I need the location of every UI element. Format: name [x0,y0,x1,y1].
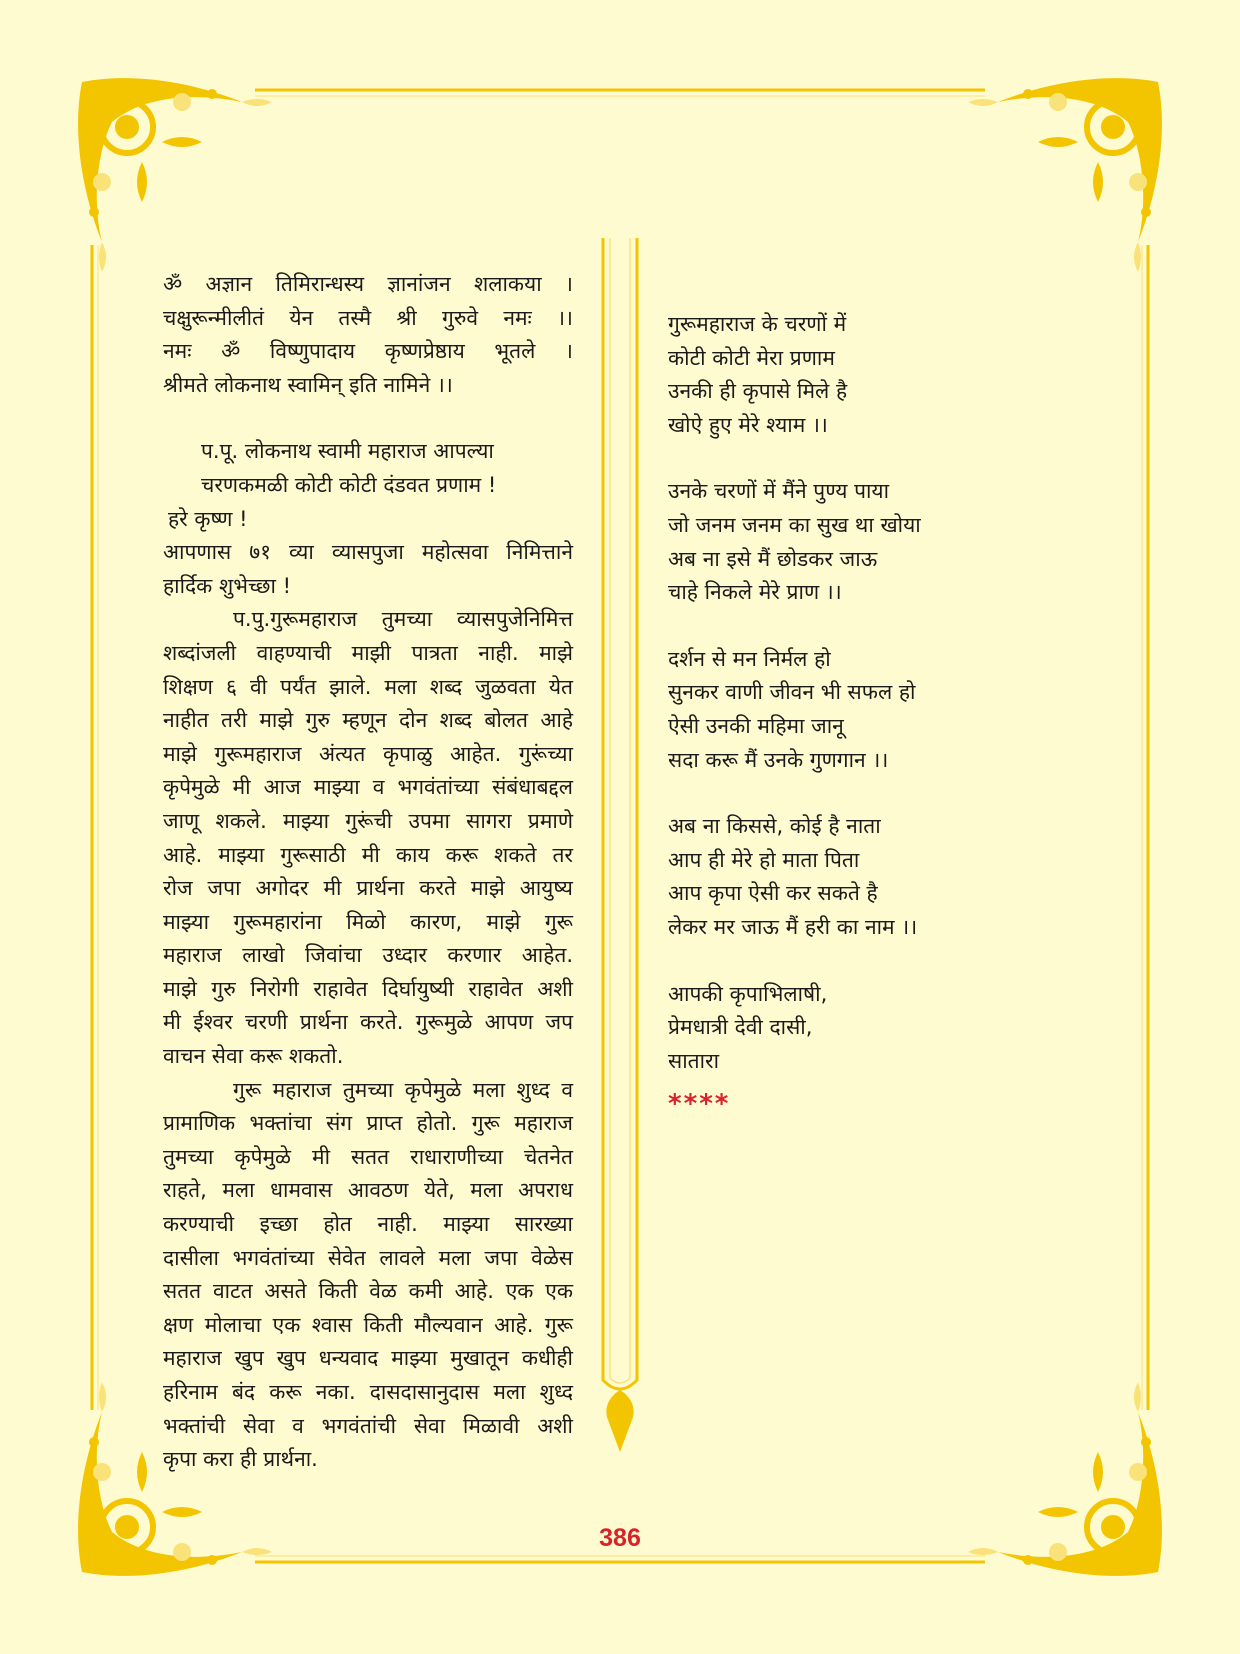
text-line: क्षण मोलाचा एक श्वास किती मौल्यवान आहे. गुरू [163,1312,573,1337]
shloka-line: ॐ अज्ञान तिमिरान्धस्य ज्ञानांजन शलाकया । [163,272,573,296]
poem-line: जो जनम जनम का सुख था खोया [668,512,921,537]
poem-line: आप ही मेरे हो माता पिता [668,847,860,872]
shloka-line: श्रीमते लोकनाथ स्वामिन् इति नामिने ।। [163,372,453,397]
text-line: शब्दांजली वाहण्याची माझी पात्रता नाही. माझे [163,640,573,665]
signature-line: आपकी कृपाभिलाषी, [668,981,828,1006]
text-line: गुरू महाराज तुमच्या कृपेमुळे मला शुध्द व [233,1077,573,1102]
text-line: महाराज खुप खुप धन्यवाद माझ्या मुखातून कधीही [163,1346,573,1371]
text-line: कृपा करा ही प्रार्थना. [163,1447,318,1472]
left-column [163,268,573,1477]
shloka-block [163,268,573,402]
text-line: हरिनाम बंद करू नका. दासदासानुदास मला शुध्द [163,1380,573,1404]
text-line: आहे. माझ्या गुरूसाठी मी काय करू शकते तर [163,842,573,867]
poem-line: अब ना इसे मैं छोडकर जाऊ [668,546,878,571]
text-line: माझे गुरूमहाराज अंत्यत कृपाळु आहेत. गुरूंच्या [163,741,573,766]
text-line: हार्दिक शुभेच्छा ! [163,573,292,598]
spacer [668,945,968,978]
text-line: वाचन सेवा करू शकतो. [163,1044,344,1069]
poem-line: उनकी ही कृपासे मिले है [668,379,848,404]
text-line: जाणू शकले. माझ्या गुरूंची उपमा सागरा प्रमाणे [163,808,573,833]
poem-line: खोऐ हुए मेरे श्याम ।। [668,412,828,437]
text-line: माझ्या गुरूमहारांना मिळो कारण, माझे गुरू [163,909,573,934]
text-line: प्रामाणिक भक्तांचा संग प्राप्त होतो. गुरू महाराज [163,1111,573,1136]
greeting-line: चरणकमळी कोटी कोटी दंडवत प्रणाम ! [201,472,497,497]
shloka-line: चक्षुरून्मीलीतं येन तस्मै श्री गुरुवे नमः ।। [163,305,573,330]
text-line: माझे गुरु निरोगी राहावेत दिर्घायुष्यी राहावेत अशी [163,976,573,1001]
text-line: तुमच्या कृपेमुळे मी सतत राधाराणीच्या चेतनेत [163,1144,573,1169]
signature-line: सातारा [668,1048,720,1073]
ornament-corner-icon [78,78,272,272]
text-line: नाहीत तरी माझे गुरु म्हणून दोन शब्द बोलत आहे [163,708,573,733]
poem-line: सुनकर वाणी जीवन भी सफल हो [668,680,916,705]
poem-line: कोटी कोटी मेरा प्रणाम [668,345,835,370]
text-line: सतत वाटत असते किती वेळ कमी आहे. एक एक [163,1279,573,1304]
text-line: रोज जपा अगोदर मी प्रार्थना करते माझे आयुष्य [163,876,573,901]
stars-separator: **** [668,1089,731,1120]
spacer [668,610,968,643]
poem-stanza-2 [668,475,968,609]
poem-stanza-1 [668,308,968,442]
poem-stanza-4 [668,810,968,944]
shloka-line: नमः ॐ विष्णुपादाय कृष्णप्रेष्ठाय भूतले । [163,339,573,364]
poem-line: उनके चरणों में मैंने पुण्य पाया [668,479,890,504]
spacer [668,777,968,810]
text-line: दासीला भगवंतांच्या सेवेत लावले मला जपा वेळेस [163,1245,573,1270]
text-line: प.पु.गुरूमहाराज तुमच्या व्यासपुजेनिमित्त [233,607,573,632]
paragraph-2 [163,603,573,1073]
divider-drop-icon [606,1390,633,1452]
poem-line: गुरूमहाराज के चरणों में [668,312,847,336]
poem-line: लेकर मर जाऊ मैं हरी का नाम ।। [668,914,918,939]
text-line: करण्याची इच्छा होत नाही. माझ्या सारख्या [163,1212,573,1237]
text-line: राहते, मला धामवास आवठण येते, मला अपराध [163,1178,573,1203]
poem-line: आप कृपा ऐसी कर सकते है [668,881,878,906]
text-line: मी ईश्वर चरणी प्रार्थना करते. गुरूमुळे आपण जप [163,1010,573,1035]
poem-line: दर्शन से मन निर्मल हो [668,646,831,671]
greeting-line: प.पू. लोकनाथ स्वामी महाराज आपल्या [201,439,494,464]
poem-line: सदा करू मैं उनके गुणगान ।। [668,747,889,772]
greeting-block [163,435,573,536]
spacer [163,402,573,435]
signature-block [668,978,968,1079]
column-divider [603,238,637,1452]
greeting-line: हरे कृष्ण ! [168,506,248,531]
ornament-corner-icon [968,78,1162,272]
page-number: 386 [599,1524,641,1552]
poem-stanza-3 [668,643,968,777]
text-line: महाराज लाखो जिवांचा उध्दार करणार आहेत. [163,943,573,968]
text-line: शिक्षण ६ वी पर्यंत झाले. मला शब्द जुळवता येत [163,674,573,699]
text-line: भक्तांची सेवा व भगवंतांची सेवा मिळावी अशी [163,1413,573,1438]
poem-line: ऐसी उनकी महिमा जानू [668,713,844,738]
spacer [668,442,968,475]
signature-line: प्रेमधात्री देवी दासी, [668,1015,813,1040]
ornament-corner-icon [968,1382,1162,1576]
text-line: आपणास ७१ व्या व्यासपुजा महोत्सवा निमित्ताने [163,540,573,565]
right-column [668,308,968,1122]
paragraph-1 [163,536,573,603]
paragraph-3 [163,1074,573,1477]
poem-line: चाहे निकले मेरे प्राण ।। [668,580,842,605]
poem-line: अब ना किससे, कोई है नाता [668,814,881,839]
text-line: कृपेमुळे मी आज माझ्या व भगवंतांच्या संबंधाबद्दल [163,775,573,800]
